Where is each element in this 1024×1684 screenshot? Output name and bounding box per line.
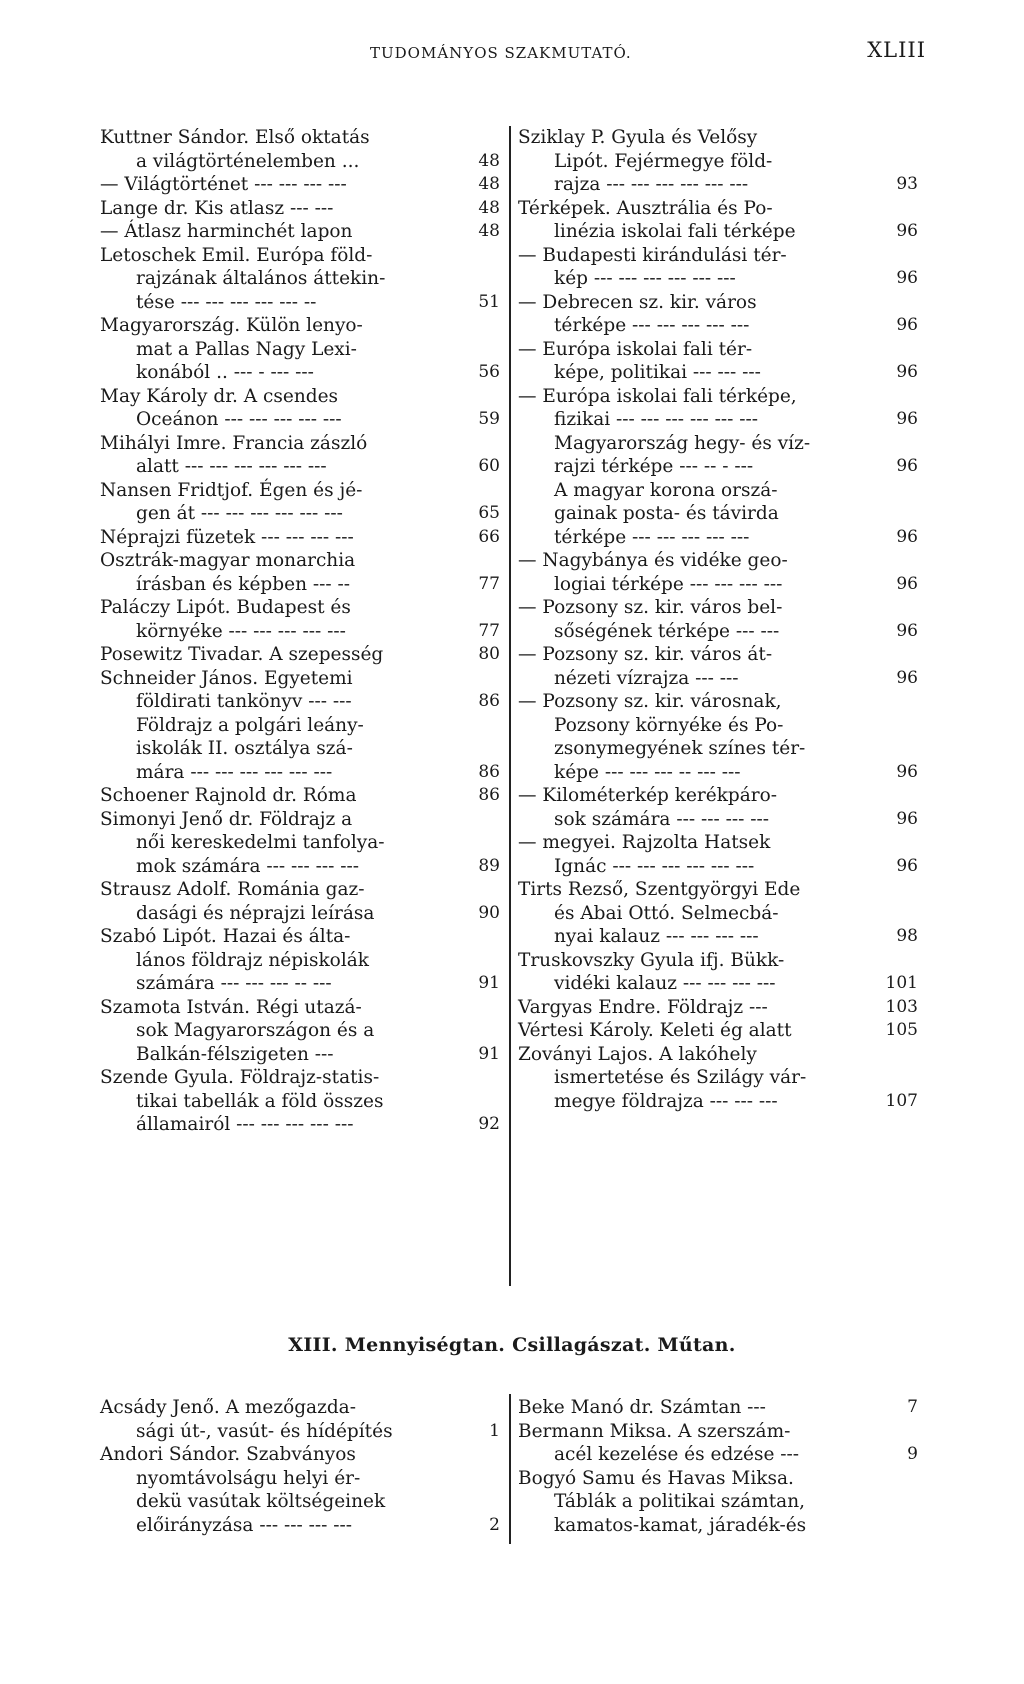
column-divider-section-13 bbox=[509, 1394, 511, 1544]
index-entry-line bbox=[100, 361, 500, 385]
index-entry-line bbox=[100, 385, 500, 409]
index-entry-line bbox=[518, 1066, 918, 1090]
entry-text: Bogyó Samu és Havas Miksa. bbox=[518, 1467, 794, 1489]
entry-page-number: 96 bbox=[896, 573, 918, 594]
index-entry-line bbox=[100, 1019, 500, 1043]
entry-text: államairól --- --- --- --- --- bbox=[136, 1114, 354, 1135]
entry-text: acél kezelése és edzése --- bbox=[554, 1444, 800, 1465]
entry-text: Lipót. Fejérmegye föld- bbox=[554, 150, 773, 172]
entry-text: Schoener Rajnold dr. Róma bbox=[100, 785, 357, 806]
entry-page-number: 86 bbox=[478, 691, 500, 711]
index-entry-line bbox=[518, 1420, 918, 1444]
index-entry-line bbox=[518, 408, 918, 432]
index-entry-line bbox=[518, 432, 918, 456]
entry-text: — Budapesti kirándulási tér- bbox=[518, 244, 787, 266]
entry-text: dasági és néprajzi leírása bbox=[136, 902, 375, 924]
entry-page-number: 77 bbox=[478, 620, 500, 641]
entry-text: Posewitz Tivadar. A szepesség bbox=[100, 644, 384, 665]
index-entry-line bbox=[100, 126, 500, 150]
entry-page-number: 96 bbox=[896, 409, 918, 429]
entry-text: Balkán-félszigeten --- bbox=[136, 1043, 334, 1065]
entry-text: Magyarország. Külön lenyo- bbox=[100, 315, 363, 336]
index-entry-line bbox=[100, 197, 500, 221]
entry-text: nyomtávolságu helyi ér- bbox=[136, 1467, 361, 1489]
entry-text: rajzi térképe --- -- - --- bbox=[554, 456, 754, 477]
entry-text: Oceánon --- --- --- --- --- bbox=[136, 409, 342, 430]
running-title: TUDOMÁNYOS SZAKMUTATÓ. bbox=[370, 44, 632, 62]
entry-page-number: 77 bbox=[478, 573, 500, 594]
index-entry-line bbox=[518, 1043, 918, 1067]
entry-text: Truskovszky Gyula ifj. Bükk- bbox=[518, 949, 785, 971]
entry-text: Vargyas Endre. Földrajz --- bbox=[518, 996, 768, 1018]
entry-text: konából .. --- - --- --- bbox=[136, 362, 314, 383]
entry-text: iskolák II. osztálya szá- bbox=[136, 738, 353, 759]
entry-text: Kuttner Sándor. Első oktatás bbox=[100, 127, 370, 148]
entry-page-number: 48 bbox=[478, 197, 500, 218]
entry-page-number: 51 bbox=[478, 291, 500, 312]
index-entry-line bbox=[518, 1490, 918, 1514]
index-entry-line bbox=[518, 1514, 918, 1538]
entry-text: fizikai --- --- --- --- --- --- bbox=[554, 409, 758, 430]
index-entry-line bbox=[518, 620, 918, 644]
entry-page-number: 91 bbox=[478, 1043, 500, 1064]
entry-page-number: 96 bbox=[896, 315, 918, 335]
entry-text: mat a Pallas Nagy Lexi- bbox=[136, 338, 357, 360]
index-entry-line bbox=[100, 291, 500, 315]
entry-text: tése --- --- --- --- --- -- bbox=[136, 291, 317, 313]
entry-text: Bermann Miksa. A szerszám- bbox=[518, 1420, 791, 1442]
entry-page-number: 2 bbox=[489, 1514, 500, 1535]
entry-text: Letoschek Emil. Európa föld- bbox=[100, 244, 373, 266]
index-entry-line bbox=[518, 1467, 918, 1491]
index-entry-line bbox=[100, 714, 500, 738]
entry-page-number: 86 bbox=[478, 785, 500, 805]
entry-page-number: 96 bbox=[896, 855, 918, 876]
index-entry-line bbox=[518, 761, 918, 785]
index-entry-line bbox=[100, 244, 500, 268]
index-entry-line bbox=[100, 1490, 500, 1514]
index-entry-line bbox=[100, 855, 500, 879]
index-entry-line bbox=[100, 1396, 500, 1420]
entry-text: A magyar korona orszá- bbox=[554, 479, 778, 501]
index-entry-line bbox=[100, 314, 500, 338]
entry-text: — Pozsony sz. kir. város át- bbox=[518, 644, 773, 665]
entry-page-number: 92 bbox=[478, 1114, 500, 1134]
entry-text: Pozsony környéke és Po- bbox=[554, 714, 784, 736]
index-entry-line bbox=[100, 267, 500, 291]
entry-text: Ignác --- --- --- --- --- --- bbox=[554, 855, 755, 877]
index-entry-line bbox=[100, 620, 500, 644]
index-entry-line bbox=[100, 878, 500, 902]
entry-page-number: 59 bbox=[478, 409, 500, 429]
index-entry-line bbox=[518, 855, 918, 879]
index-entry-line bbox=[100, 150, 500, 174]
index-entry-line bbox=[100, 526, 500, 550]
index-entry-line bbox=[518, 385, 918, 409]
entry-page-number: 7 bbox=[907, 1397, 918, 1417]
entry-page-number: 48 bbox=[478, 221, 500, 241]
entry-text: térképe --- --- --- --- --- bbox=[554, 526, 750, 548]
index-entry-line bbox=[100, 432, 500, 456]
index-entry-line bbox=[518, 244, 918, 268]
entry-text: Néprajzi füzetek --- --- --- --- bbox=[100, 526, 354, 548]
entry-text: Simonyi Jenő dr. Földrajz a bbox=[100, 808, 353, 830]
index-entry-line bbox=[518, 1019, 918, 1043]
entry-text: — megyei. Rajzolta Hatsek bbox=[518, 832, 771, 853]
index-entry-line bbox=[100, 479, 500, 503]
entry-text: sok számára --- --- --- --- bbox=[554, 808, 769, 830]
entry-text: és Abai Ottó. Selmecbá- bbox=[554, 902, 779, 924]
index-entry-line bbox=[100, 596, 500, 620]
entry-page-number: 96 bbox=[896, 268, 918, 288]
entry-text: mára --- --- --- --- --- --- bbox=[136, 761, 333, 783]
entry-page-number: 98 bbox=[896, 926, 918, 946]
entry-page-number: 96 bbox=[896, 761, 918, 782]
index-column-right-section-13 bbox=[518, 1396, 918, 1537]
index-entry-line bbox=[100, 1420, 500, 1444]
index-entry-line bbox=[518, 1396, 918, 1420]
entry-text: Strausz Adolf. Románia gaz- bbox=[100, 879, 365, 900]
entry-text: mok számára --- --- --- --- bbox=[136, 855, 360, 877]
entry-page-number: 96 bbox=[896, 667, 918, 688]
entry-text: — Nagybánya és vidéke geo- bbox=[518, 550, 788, 571]
entry-text: Acsády Jenő. A mezőgazda- bbox=[100, 1397, 356, 1418]
index-entry-line bbox=[100, 667, 500, 691]
index-entry-line bbox=[100, 972, 500, 996]
entry-page-number: 89 bbox=[478, 855, 500, 876]
index-entry-line bbox=[518, 573, 918, 597]
entry-page-number: 101 bbox=[885, 973, 918, 993]
entry-text: Vértesi Károly. Keleti ég alatt bbox=[518, 1020, 792, 1041]
entry-text: Nansen Fridtjof. Égen és jé- bbox=[100, 479, 363, 501]
index-entry-line bbox=[518, 808, 918, 832]
entry-text: sőségének térképe --- --- bbox=[554, 620, 780, 642]
entry-text: tikai tabellák a föld összes bbox=[136, 1090, 384, 1112]
index-entry-line bbox=[518, 455, 918, 479]
entry-text: gen át --- --- --- --- --- --- bbox=[136, 503, 343, 524]
entry-page-number: 56 bbox=[478, 362, 500, 382]
entry-text: Zoványi Lajos. A lakóhely bbox=[518, 1043, 757, 1065]
index-entry-line bbox=[100, 573, 500, 597]
index-entry-line bbox=[100, 1066, 500, 1090]
entry-page-number: 105 bbox=[885, 1020, 918, 1040]
index-entry-line bbox=[100, 455, 500, 479]
index-entry-line bbox=[518, 949, 918, 973]
entry-text: — Európa iskolai fali tér- bbox=[518, 338, 753, 360]
entry-text: Mihályi Imre. Francia zászló bbox=[100, 432, 368, 454]
index-entry-line bbox=[518, 197, 918, 221]
entry-text: számára --- --- --- -- --- bbox=[136, 973, 332, 994]
entry-text: Szende Gyula. Földrajz-statis- bbox=[100, 1067, 380, 1088]
entry-page-number: 91 bbox=[478, 973, 500, 993]
index-entry-line bbox=[100, 643, 500, 667]
index-entry-line bbox=[518, 502, 918, 526]
entry-page-number: 107 bbox=[885, 1090, 918, 1111]
entry-text: rajza --- --- --- --- --- --- bbox=[554, 174, 749, 195]
entry-text: Paláczy Lipót. Budapest és bbox=[100, 597, 351, 618]
index-entry-line bbox=[100, 338, 500, 362]
entry-page-number: 103 bbox=[885, 996, 918, 1017]
index-entry-line bbox=[100, 502, 500, 526]
index-column-left-section-13 bbox=[100, 1396, 500, 1537]
index-entry-line bbox=[100, 408, 500, 432]
index-entry-line bbox=[100, 220, 500, 244]
entry-text: rajzának általános áttekin- bbox=[136, 268, 386, 289]
entry-text: Szamota István. Régi utazá- bbox=[100, 996, 362, 1018]
index-entry-line bbox=[100, 949, 500, 973]
entry-text: May Károly dr. A csendes bbox=[100, 385, 339, 407]
index-entry-line bbox=[100, 761, 500, 785]
index-entry-line bbox=[518, 925, 918, 949]
index-entry-line bbox=[518, 784, 918, 808]
index-entry-line bbox=[518, 338, 918, 362]
entry-text: előirányzása --- --- --- --- bbox=[136, 1514, 352, 1536]
entry-page-number: 48 bbox=[478, 150, 500, 171]
entry-text: vidéki kalauz --- --- --- --- bbox=[554, 973, 776, 994]
index-entry-line bbox=[518, 479, 918, 503]
entry-page-number: 96 bbox=[896, 808, 918, 829]
entry-text: zsonymegyének színes tér- bbox=[554, 738, 806, 759]
entry-text: — Pozsony sz. kir. városnak, bbox=[518, 691, 782, 712]
index-entry-line bbox=[100, 549, 500, 573]
entry-text: Andori Sándor. Szabványos bbox=[100, 1444, 356, 1465]
entry-text: Sziklay P. Gyula és Velősy bbox=[518, 127, 758, 148]
entry-text: kamatos-kamat, járadék-és bbox=[554, 1514, 807, 1536]
entry-text: sági út-, vasút- és hídépítés bbox=[136, 1420, 393, 1442]
entry-text: Schneider János. Egyetemi bbox=[100, 667, 353, 689]
index-entry-line bbox=[100, 996, 500, 1020]
index-entry-line bbox=[518, 643, 918, 667]
index-entry-line bbox=[518, 150, 918, 174]
entry-text: logiai térképe --- --- --- --- bbox=[554, 573, 783, 595]
entry-text: Magyarország hegy- és víz- bbox=[554, 432, 811, 454]
index-entry-line bbox=[100, 925, 500, 949]
entry-text: gainak posta- és távirda bbox=[554, 503, 779, 524]
index-entry-line bbox=[518, 291, 918, 315]
entry-text: nyai kalauz --- --- --- --- bbox=[554, 926, 759, 947]
index-entry-line bbox=[100, 902, 500, 926]
index-entry-line bbox=[100, 1090, 500, 1114]
index-entry-line bbox=[100, 808, 500, 832]
entry-text: női kereskedelmi tanfolya- bbox=[136, 832, 385, 853]
entry-page-number: 65 bbox=[478, 503, 500, 523]
entry-text: linézia iskolai fali térképe bbox=[554, 221, 796, 242]
entry-page-number: 96 bbox=[896, 456, 918, 476]
index-column-right bbox=[518, 126, 918, 1113]
entry-text: — Átlasz harminchét lapon bbox=[100, 221, 353, 242]
index-entry-line bbox=[100, 784, 500, 808]
entry-text: Tirts Rezső, Szentgyörgyi Ede bbox=[518, 879, 801, 900]
index-entry-line bbox=[518, 667, 918, 691]
index-entry-line bbox=[518, 902, 918, 926]
entry-page-number: 66 bbox=[478, 526, 500, 547]
page-header bbox=[0, 38, 1024, 68]
index-entry-line bbox=[518, 173, 918, 197]
entry-text: ismertetése és Szilágy vár- bbox=[554, 1067, 807, 1088]
index-entry-line bbox=[518, 220, 918, 244]
entry-text: írásban és képben --- -- bbox=[136, 573, 350, 595]
entry-page-number: 48 bbox=[478, 174, 500, 194]
index-entry-line bbox=[518, 1443, 918, 1467]
entry-page-number: 96 bbox=[896, 362, 918, 382]
entry-text: dekü vasútak költségeinek bbox=[136, 1491, 386, 1512]
index-entry-line bbox=[518, 737, 918, 761]
index-entry-line bbox=[518, 314, 918, 338]
section-heading: XIII. Mennyiségtan. Csillagászat. Műtan. bbox=[288, 1334, 736, 1356]
entry-page-number: 96 bbox=[896, 526, 918, 547]
entry-text: — Európa iskolai fali térképe, bbox=[518, 385, 797, 407]
index-entry-line bbox=[100, 1443, 500, 1467]
entry-text: környéke --- --- --- --- --- bbox=[136, 620, 346, 642]
entry-text: Térképek. Ausztrália és Po- bbox=[518, 197, 773, 219]
index-entry-line bbox=[100, 690, 500, 714]
entry-text: — Pozsony sz. kir. város bel- bbox=[518, 597, 783, 618]
page-number: XLIII bbox=[867, 38, 926, 62]
entry-text: megye földrajza --- --- --- bbox=[554, 1090, 778, 1112]
index-column-left bbox=[100, 126, 500, 1137]
index-entry-line bbox=[518, 690, 918, 714]
entry-text: földirati tankönyv --- --- bbox=[136, 691, 352, 712]
index-entry-line bbox=[518, 126, 918, 150]
entry-text: Osztrák-magyar monarchia bbox=[100, 550, 356, 571]
index-entry-line bbox=[100, 831, 500, 855]
entry-text: Beke Manó dr. Számtan --- bbox=[518, 1397, 766, 1418]
index-entry-line bbox=[518, 526, 918, 550]
index-entry-line bbox=[518, 831, 918, 855]
entry-text: térképe --- --- --- --- --- bbox=[554, 315, 750, 336]
index-entry-line bbox=[518, 361, 918, 385]
index-entry-line bbox=[518, 972, 918, 996]
index-entry-line bbox=[518, 878, 918, 902]
index-entry-line bbox=[100, 737, 500, 761]
index-entry-line bbox=[518, 549, 918, 573]
index-entry-line bbox=[100, 1113, 500, 1137]
entry-text: a világtörténelemben ... bbox=[136, 150, 360, 172]
entry-page-number: 90 bbox=[478, 902, 500, 923]
index-entry-line bbox=[518, 1090, 918, 1114]
entry-page-number: 93 bbox=[896, 174, 918, 194]
index-entry-line bbox=[518, 596, 918, 620]
entry-text: Lange dr. Kis atlasz --- --- bbox=[100, 197, 334, 219]
entry-text: kép --- --- --- --- --- --- bbox=[554, 268, 736, 289]
entry-text: alatt --- --- --- --- --- --- bbox=[136, 456, 327, 477]
entry-page-number: 96 bbox=[896, 221, 918, 241]
index-entry-line bbox=[518, 714, 918, 738]
entry-page-number: 1 bbox=[489, 1420, 500, 1441]
column-divider bbox=[509, 126, 511, 1286]
index-entry-line bbox=[100, 1043, 500, 1067]
entry-text: — Világtörténet --- --- --- --- bbox=[100, 174, 347, 195]
index-entry-line bbox=[518, 267, 918, 291]
entry-page-number: 60 bbox=[478, 456, 500, 476]
entry-text: Táblák a politikai számtan, bbox=[554, 1491, 805, 1512]
entry-text: Földrajz a polgári leány- bbox=[136, 714, 364, 736]
entry-text: képe, politikai --- --- --- bbox=[554, 362, 761, 383]
entry-page-number: 96 bbox=[896, 620, 918, 641]
entry-text: — Kilométerkép kerékpáro- bbox=[518, 785, 778, 806]
index-entry-line bbox=[100, 173, 500, 197]
index-entry-line bbox=[518, 996, 918, 1020]
entry-page-number: 9 bbox=[907, 1444, 918, 1464]
index-entry-line bbox=[100, 1514, 500, 1538]
entry-text: sok Magyarországon és a bbox=[136, 1020, 375, 1041]
entry-page-number: 86 bbox=[478, 761, 500, 782]
index-entry-line bbox=[100, 1467, 500, 1491]
entry-text: lános földrajz népiskolák bbox=[136, 949, 369, 971]
entry-text: Szabó Lipót. Hazai és álta- bbox=[100, 926, 351, 947]
entry-text: — Debrecen sz. kir. város bbox=[518, 291, 757, 313]
entry-page-number: 80 bbox=[478, 644, 500, 664]
entry-text: képe --- --- --- -- --- --- bbox=[554, 761, 741, 783]
entry-text: nézeti vízrajza --- --- bbox=[554, 667, 739, 689]
